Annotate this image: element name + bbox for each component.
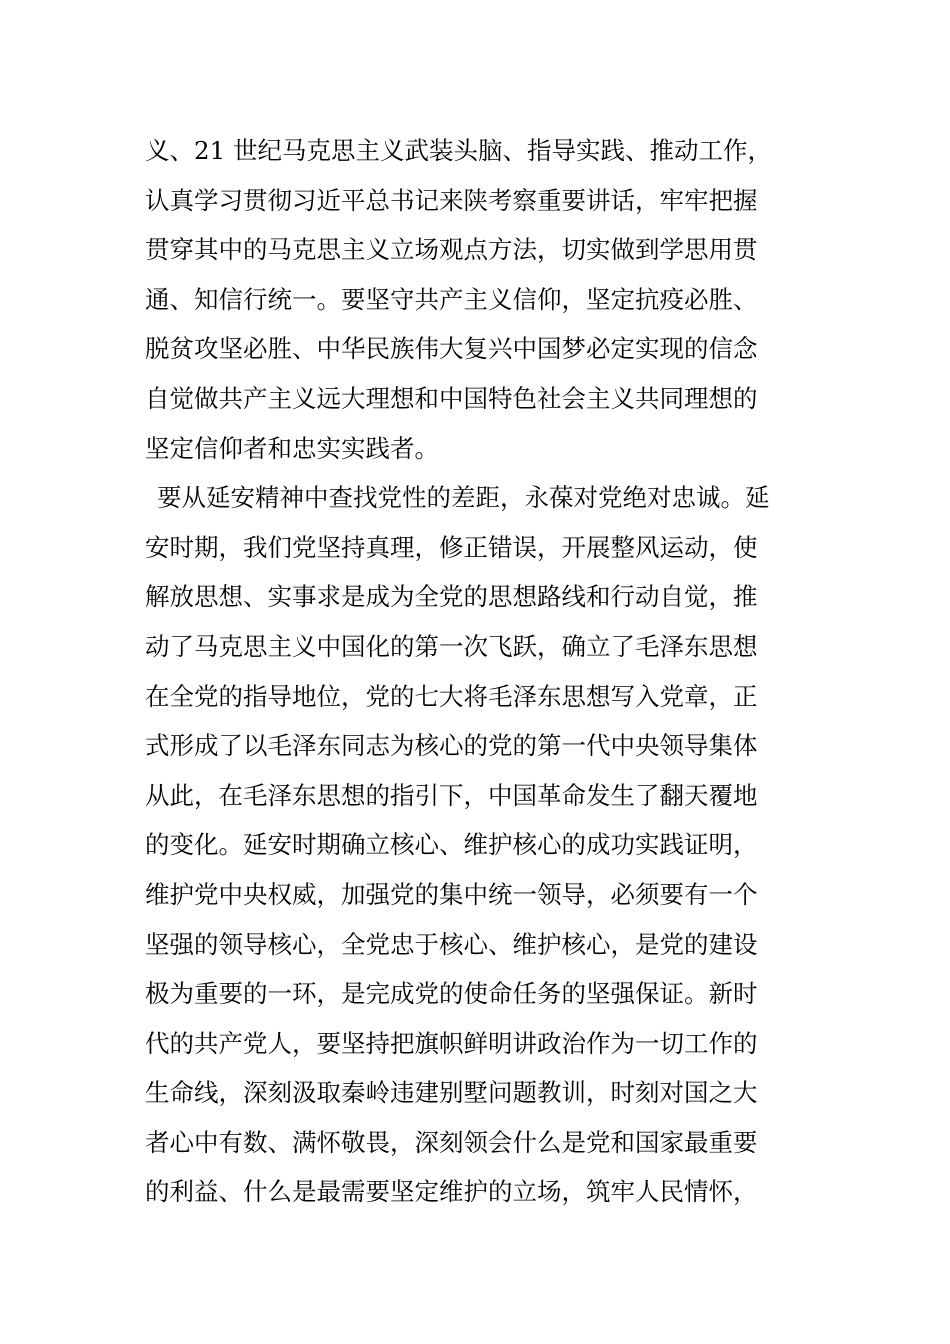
text-line: 坚强的领导核心，全党忠于核心、维护核心，是党的建设	[145, 929, 758, 959]
text-line: 脱贫攻坚必胜、中华民族伟大复兴中国梦必定实现的信念	[145, 334, 758, 364]
text-line: 安时期，我们党坚持真理，修正错误，开展整风运动，使	[145, 532, 758, 562]
text-line: 的利益、什么是最需要坚定维护的立场，筑牢人民情怀，	[145, 1177, 758, 1207]
text-line: 在全党的指导地位，党的七大将毛泽东思想写入党章，正	[145, 681, 758, 711]
paragraph-start-line: 要从延安精神中查找党性的差距，永葆对党绝对忠诚。延	[157, 483, 770, 513]
text-line: 者心中有数、满怀敬畏，深刻领会什么是党和国家最重要	[145, 1127, 758, 1157]
text-line: 维护党中央权威，加强党的集中统一领导，必须要有一个	[145, 879, 758, 909]
body-text	[145, 126, 845, 1217]
text-line: 的变化。延安时期确立核心、维护核心的成功实践证明，	[145, 830, 758, 860]
text-line: 动了马克思主义中国化的第一次飞跃，确立了毛泽东思想	[145, 631, 758, 661]
text-line: 坚定信仰者和忠实实践者。	[145, 433, 439, 463]
text-line: 自觉做共产主义远大理想和中国特色社会主义共同理想的	[145, 383, 758, 413]
text-line: 生命线，深刻汲取秦岭违建别墅问题教训，时刻对国之大	[145, 1078, 758, 1108]
text-line: 认真学习贯彻习近平总书记来陕考察重要讲话，牢牢把握	[145, 185, 758, 215]
text-line: 义、21 世纪马克思主义武装头脑、指导实践、推动工作，	[145, 136, 772, 165]
text-line: 式形成了以毛泽东同志为核心的党的第一代中央领导集体	[145, 731, 758, 761]
text-line: 极为重要的一环，是完成党的使命任务的坚强保证。新时	[145, 979, 758, 1009]
text-line: 贯穿其中的马克思主义立场观点方法，切实做到学思用贯	[145, 235, 758, 265]
text-line: 从此，在毛泽东思想的指引下，中国革命发生了翻天覆地	[145, 780, 758, 810]
text-line: 代的共产党人，要坚持把旗帜鲜明讲政治作为一切工作的	[145, 1028, 758, 1058]
text-line: 通、知信行统一。要坚守共产主义信仰，坚定抗疫必胜、	[145, 284, 758, 314]
text-line: 解放思想、实事求是成为全党的思想路线和行动自觉，推	[145, 582, 758, 612]
